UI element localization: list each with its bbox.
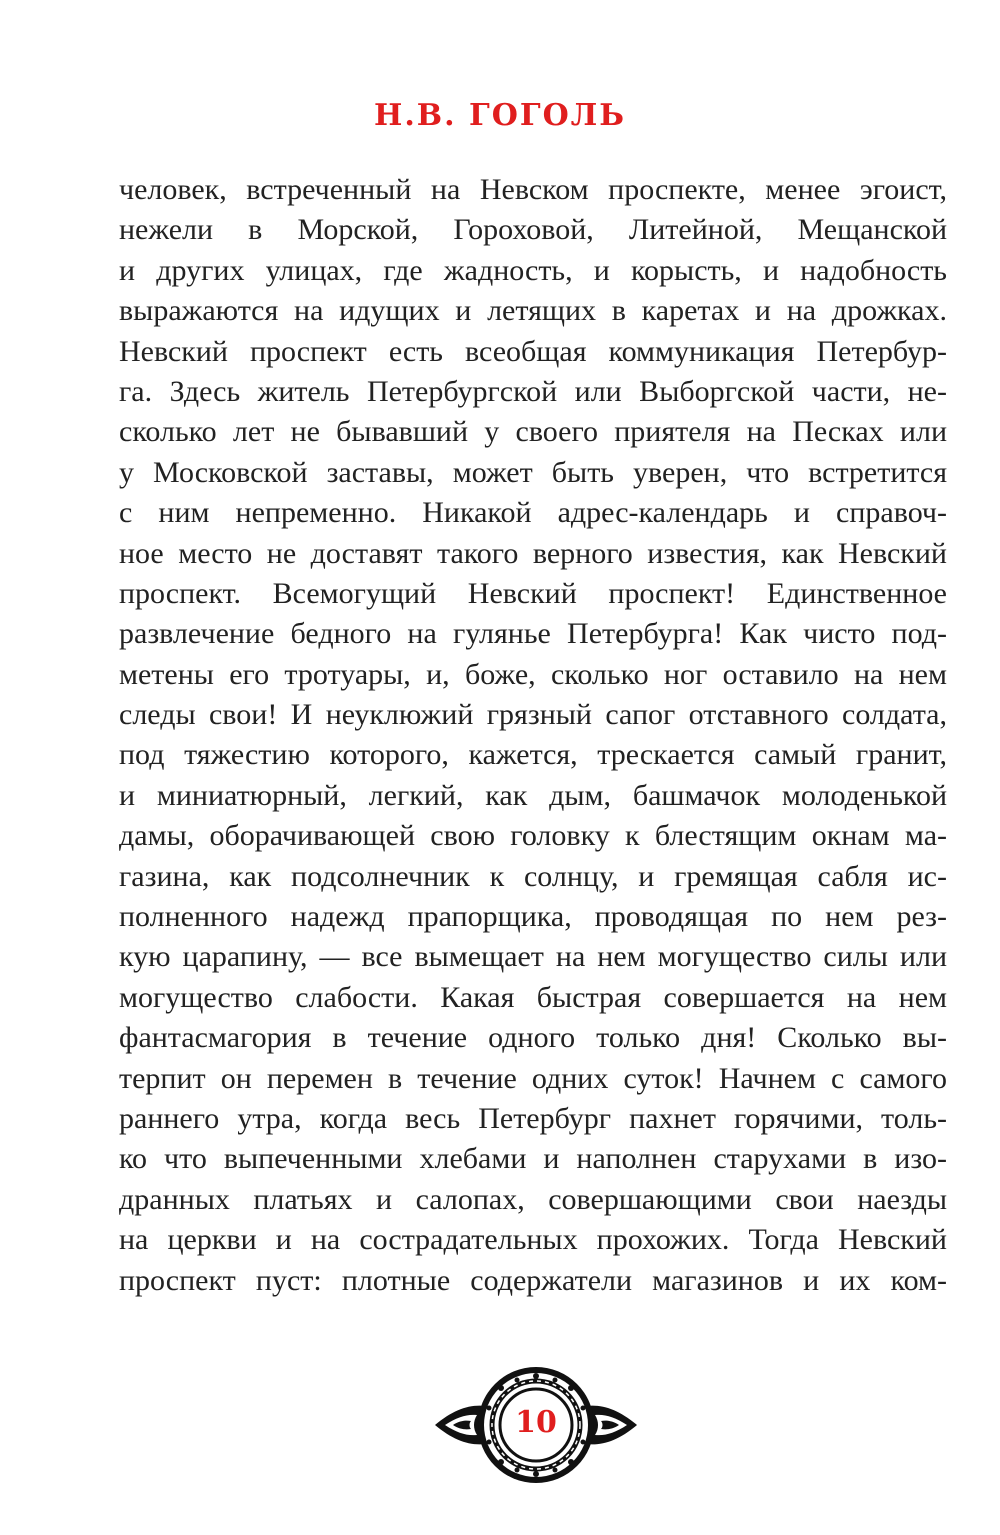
page-number: 10 [515,1405,557,1440]
text-line: следы свои! И неуклюжий грязный сапог отставного солдата, [119,698,947,732]
text-line: выражаются на идущих и летящих в каретах и на дрожках. [119,294,947,328]
text-line: и других улицах, где жадность, и корысть, и надобность [119,253,947,287]
text-line: проспект. Всемогущий Невский проспект! Единственное [119,576,947,610]
text-line: газина, как подсолнечник к солнцу, и гремящая сабля ис- [119,859,947,893]
text-line: метены его тротуары, и, боже, сколько ног оставило на нем [119,657,947,691]
text-line: под тяжестию которого, кажется, трескается самый гранит, [119,738,947,772]
page-number-ornament [431,1360,641,1490]
text-line: фантасмагория в течение одного только дня! Сколько вы- [119,1021,947,1055]
text-line: терпит он перемен в течение одних суток! Начнем с самого [119,1061,947,1095]
text-line: ное место не доставят такого верного известия, как Невский [119,536,947,570]
text-line: раннего утра, когда весь Петербург пахнет горячими, толь- [119,1101,947,1135]
text-line: полненного надежд прапорщика, проводящая по нем рез- [119,900,947,934]
text-line: на церкви и на сострадательных прохожих. Тогда Невский [119,1223,947,1257]
body-text [119,170,947,1301]
text-line: с ним непременно. Никакой адрес-календарь и справоч- [119,496,947,530]
text-line: кую царапину, — все вымещает на нем могущество силы или [119,940,947,974]
running-header: Н.В. ГОГОЛЬ [373,98,626,133]
text-line: у Московской заставы, может быть уверен, что встретится [119,455,947,489]
text-line: дамы, оборачивающей свою головку к блестящим окнам ма- [119,819,947,853]
text-line: развлечение бедного на гулянье Петербурга! Как чисто под- [119,617,947,651]
text-line: нежели в Морской, Гороховой, Литейной, Мещанской [119,213,947,247]
text-line: Невский проспект есть всеобщая коммуникация Петербур- [119,334,947,368]
text-line: дранных платьях и салопах, совершающими свои наезды [119,1182,947,1216]
text-line: человек, встреченный на Невском проспекте, менее эгоист, [119,173,947,206]
text-line: ко что выпеченными хлебами и наполнен старухами в изо- [119,1142,947,1176]
text-line: и миниатюрный, легкий, как дым, башмачок молоденькой [119,778,947,812]
text-line: проспект пуст: плотные содержатели магазинов и их ком- [119,1263,947,1297]
text-line: могущество слабости. Какая быстрая совершается на нем [119,980,947,1014]
text-line: га. Здесь житель Петербургской или Выборгской части, не- [119,374,947,408]
text-line: сколько лет не бывавший у своего приятеля на Песках или [119,415,947,449]
